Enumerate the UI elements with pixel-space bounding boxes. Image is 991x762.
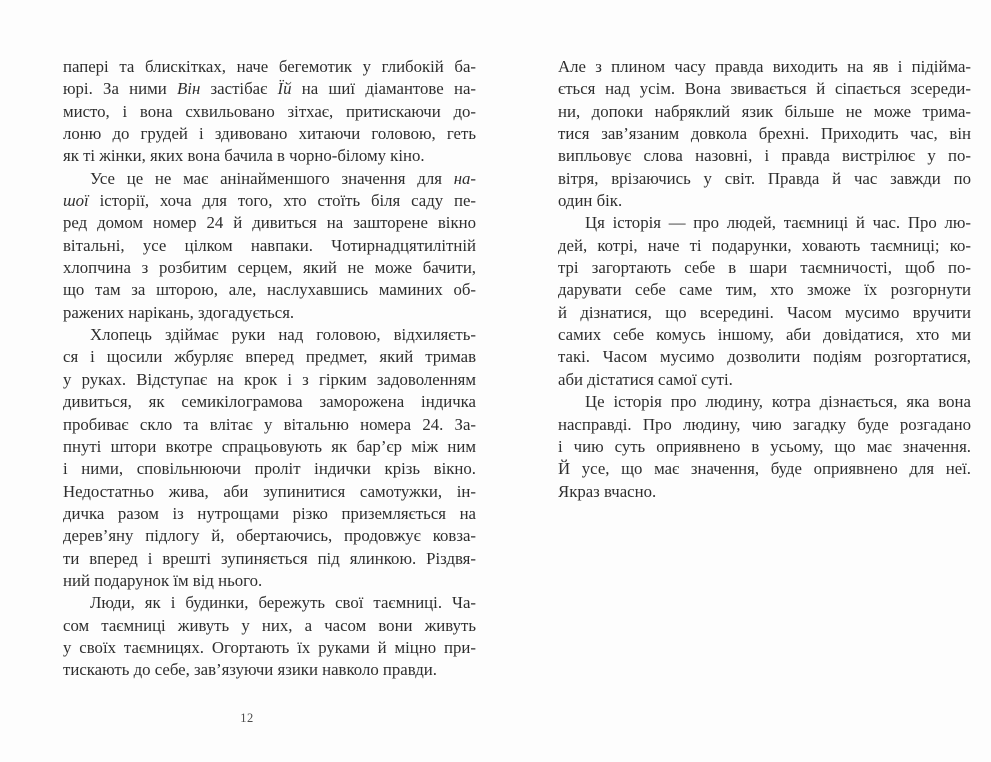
text-segment: Усе це не має анінайменшого значення для [90, 168, 454, 188]
text-segment: пнуті штори вкотре спрацьовують як бар’єр між ним [63, 436, 476, 456]
text-line [63, 592, 476, 614]
text-segment: один бік. [558, 191, 623, 211]
italic-text-segment: шої [63, 191, 89, 211]
text-segment: насправді. Про людину, чию загадку буде розгадано [558, 414, 971, 434]
paragraph [63, 168, 476, 324]
text-segment: аби дістатися самої суті. [558, 369, 733, 389]
text-segment: Якраз вчасно. [558, 481, 657, 501]
text-segment: що там за шторою, але, наслухавшись маминих об- [63, 280, 476, 300]
text-line [63, 212, 476, 234]
text-line [63, 525, 476, 547]
italic-text-segment: Він [177, 79, 201, 99]
right-text-column [558, 56, 971, 503]
text-segment: Хлопець здіймає руки над головою, відхиляєть- [90, 325, 476, 345]
text-segment: дивиться, як семикілограмова заморожена індичка [63, 392, 476, 412]
text-line [558, 257, 971, 279]
text-line [63, 637, 476, 659]
text-segment: тискають до себе, зав’язуючи язики навколо правди. [63, 660, 437, 680]
text-line [63, 324, 476, 346]
paragraph [63, 592, 476, 681]
text-segment: у руках. Відступає на крок і з гірким задоволенням [63, 369, 476, 389]
text-segment: дичка разом із нутрощами різко приземляється на [63, 503, 476, 523]
paragraph [558, 212, 971, 391]
text-line [558, 279, 971, 301]
paragraph [558, 391, 971, 503]
text-segment: дарувати себе саме тим, хто зможе їх розгорнути [558, 280, 971, 300]
text-line [558, 414, 971, 436]
text-segment: лоню до грудей і здивовано хитаючи головою, геть [63, 124, 476, 144]
italic-text-segment: Їй [277, 79, 292, 99]
text-line [558, 145, 971, 167]
text-segment: сом таємниці живуть у них, а часом вони живуть [63, 615, 476, 635]
text-segment: самих себе комусь іншому, аби довідатися, хто ми [558, 325, 971, 345]
text-line [63, 570, 476, 592]
paragraph [63, 324, 476, 592]
text-line [558, 212, 971, 234]
text-segment: мисто, і вона схвильовано зітхає, притискаючи до- [63, 101, 476, 121]
text-segment: Це історія про людину, котра дізнається, яка вона [585, 392, 971, 412]
text-line [63, 101, 476, 123]
text-segment: Недостатньо жива, аби зупинитися самотужки, ін- [63, 481, 476, 501]
left-text-column [63, 56, 476, 682]
text-segment: випльовує слова назовні, і правда вистрілює у по- [558, 146, 971, 166]
text-segment: юрі. За ними [63, 79, 178, 99]
text-segment: у своїх таємницях. Огортають їх руками й міцно при- [63, 637, 476, 657]
right-page [496, 0, 991, 762]
text-line [63, 548, 476, 570]
text-segment: як ті жінки, яких вона бачила в чорно-білому кіно. [63, 146, 425, 166]
text-line [63, 123, 476, 145]
paragraph [558, 56, 971, 212]
text-line [63, 279, 476, 301]
text-segment: пробиває скло та влітає у вітальню номера 24. За- [63, 414, 476, 434]
text-segment: і чию суть оприявнено в усьому, що має значення. [558, 436, 971, 456]
text-segment: трі загортають себе в шари таємничості, щоб по- [558, 258, 971, 278]
text-segment: хлопчина з розбитим серцем, який не може бачити, [63, 258, 476, 278]
text-segment: ся і щосили жбурляє вперед предмет, який тримав [63, 347, 476, 367]
text-line [63, 257, 476, 279]
text-line [558, 302, 971, 324]
text-segment: застібає [200, 79, 278, 99]
text-segment: й дізнатися, що всередині. Часом мусимо вручити [558, 302, 971, 322]
text-line [558, 168, 971, 190]
text-line [558, 123, 971, 145]
text-segment: ний подарунок їм від нього. [63, 570, 263, 590]
text-line [63, 346, 476, 368]
text-line [63, 190, 476, 212]
text-line [63, 369, 476, 391]
text-segment: ється над усім. Вона звивається й сіпається зсереди- [558, 79, 971, 99]
text-line [63, 235, 476, 257]
text-segment: ред домом номер 24 й дивиться на зашторене вікно [63, 213, 476, 233]
text-line [63, 145, 476, 167]
text-line [63, 56, 476, 78]
text-segment: на шиї діамантове на- [291, 79, 476, 99]
text-line [63, 302, 476, 324]
text-segment: Але з плином часу правда виходить на яв і підійма- [558, 57, 971, 76]
text-segment: ражених нарікань, здогадується. [63, 302, 295, 322]
text-segment: вітальні, усе цілком навпаки. Чотирнадцятилітній [63, 235, 476, 255]
text-line [63, 481, 476, 503]
italic-text-segment: на- [453, 168, 476, 188]
page-number: 12 [240, 711, 254, 725]
paragraph [63, 56, 476, 168]
text-line [558, 391, 971, 413]
text-line [63, 458, 476, 480]
text-line [63, 503, 476, 525]
text-line [558, 346, 971, 368]
text-segment: Й усе, що має значення, буде оприявнено для неї. [558, 459, 971, 479]
text-segment: Ця історія — про людей, таємниці й час. Про лю- [585, 213, 971, 233]
text-line [63, 168, 476, 190]
text-line [63, 436, 476, 458]
text-segment: вітря, врізаючись у світ. Правда й час завжди по [558, 168, 971, 188]
text-segment: і ними, сповільнюючи проліт індички крізь вікно. [63, 459, 476, 479]
text-line [63, 414, 476, 436]
text-segment: папері та блискітках, наче бегемотик у глибокій ба- [63, 57, 476, 76]
text-line [558, 101, 971, 123]
text-segment: історії, хоча для того, хто стоїть біля саду пе- [88, 191, 476, 211]
text-line [558, 56, 971, 78]
text-segment: Люди, як і будинки, бережуть свої таємниці. Ча- [90, 593, 476, 613]
text-line [558, 235, 971, 257]
text-segment: дерев’яну підлогу й, обертаючись, продовжує ковза- [63, 526, 476, 546]
text-line [558, 369, 971, 391]
text-line [558, 324, 971, 346]
text-line [558, 436, 971, 458]
text-line [558, 458, 971, 480]
text-line [63, 659, 476, 681]
text-line [558, 190, 971, 212]
text-line [558, 481, 971, 503]
text-line [63, 615, 476, 637]
text-line [63, 78, 476, 100]
text-segment: дей, котрі, наче ті подарунки, ховають таємниці; ко- [558, 235, 971, 255]
text-line [558, 78, 971, 100]
text-segment: такі. Часом мусимо дозволити подіям розгортатися, [558, 347, 971, 367]
text-segment: тися зав’язаним довкола брехні. Приходить час, він [558, 124, 971, 144]
text-segment: ни, допоки набряклий язик більше не може трима- [558, 101, 971, 121]
text-line [63, 391, 476, 413]
text-segment: ти вперед і врешті зупиняється під ялинкою. Різдвя- [63, 548, 476, 568]
